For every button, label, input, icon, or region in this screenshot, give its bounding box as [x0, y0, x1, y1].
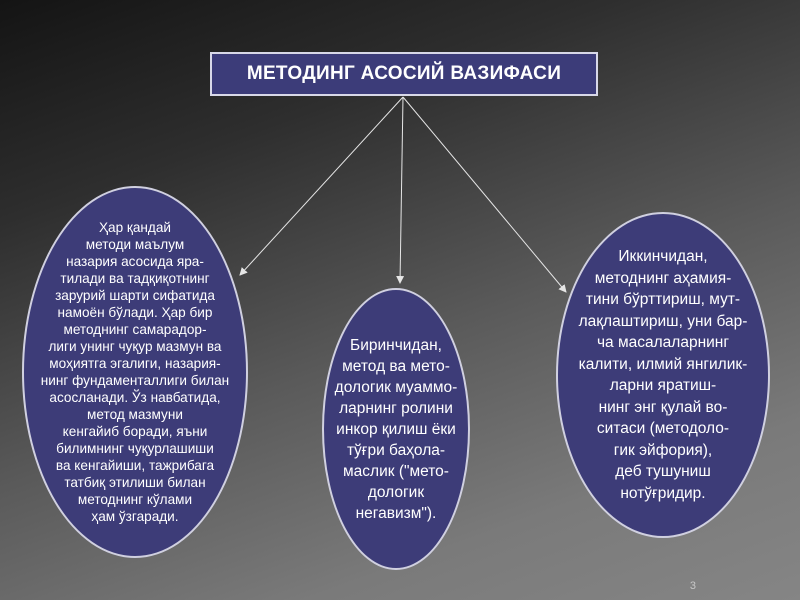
- page-number: 3: [689, 580, 696, 592]
- left-ellipse: [22, 186, 248, 558]
- middle-ellipse-text: Биринчидан, метод ва мето- дологик муаммо- ларнинг ролини инкор қилиш ёки тўғри баҳола- маслик ("мето- дологик негавизм").: [334, 336, 458, 522]
- left-ellipse-text: Ҳар қандай методи маълум назария асосида яра- тилади ва тадқиқотнинг зарурий шарти сифатида намоён бўлади. Ҳар бир методнинг самарадор- лиги унинг чуқур мазмун ва моҳиятга эгалиги, назария- нинг фундаменталлиги билан асосланади. Ўз навбатида, метод мазмуни кенгайиб боради, яъни билимнинг чуқурлашиши ва кенгайиши, тажрибага татбиқ этилиши билан методнинг кўлами ҳам ўзгаради.: [40, 220, 230, 524]
- arrow-to-right: [403, 97, 566, 292]
- title-text: МЕТОДИНГ АСОСИЙ ВАЗИФАСИ: [246, 63, 562, 84]
- right-ellipse-text: Иккинчидан, методнинг аҳамия- тини бўрттириш, мут- лақлаштириш, уни бар- ча масалаларнинг калити, илмий янгилик- ларни яратиш- нинг энг қулай во- ситаси (методоло- гик эйфория), деб тушуниш нотўғридир.: [578, 248, 748, 502]
- arrow-to-middle: [400, 97, 403, 283]
- middle-ellipse: [322, 288, 470, 570]
- arrow-to-left: [240, 97, 403, 275]
- right-ellipse: [556, 212, 770, 538]
- title-box: [210, 52, 598, 96]
